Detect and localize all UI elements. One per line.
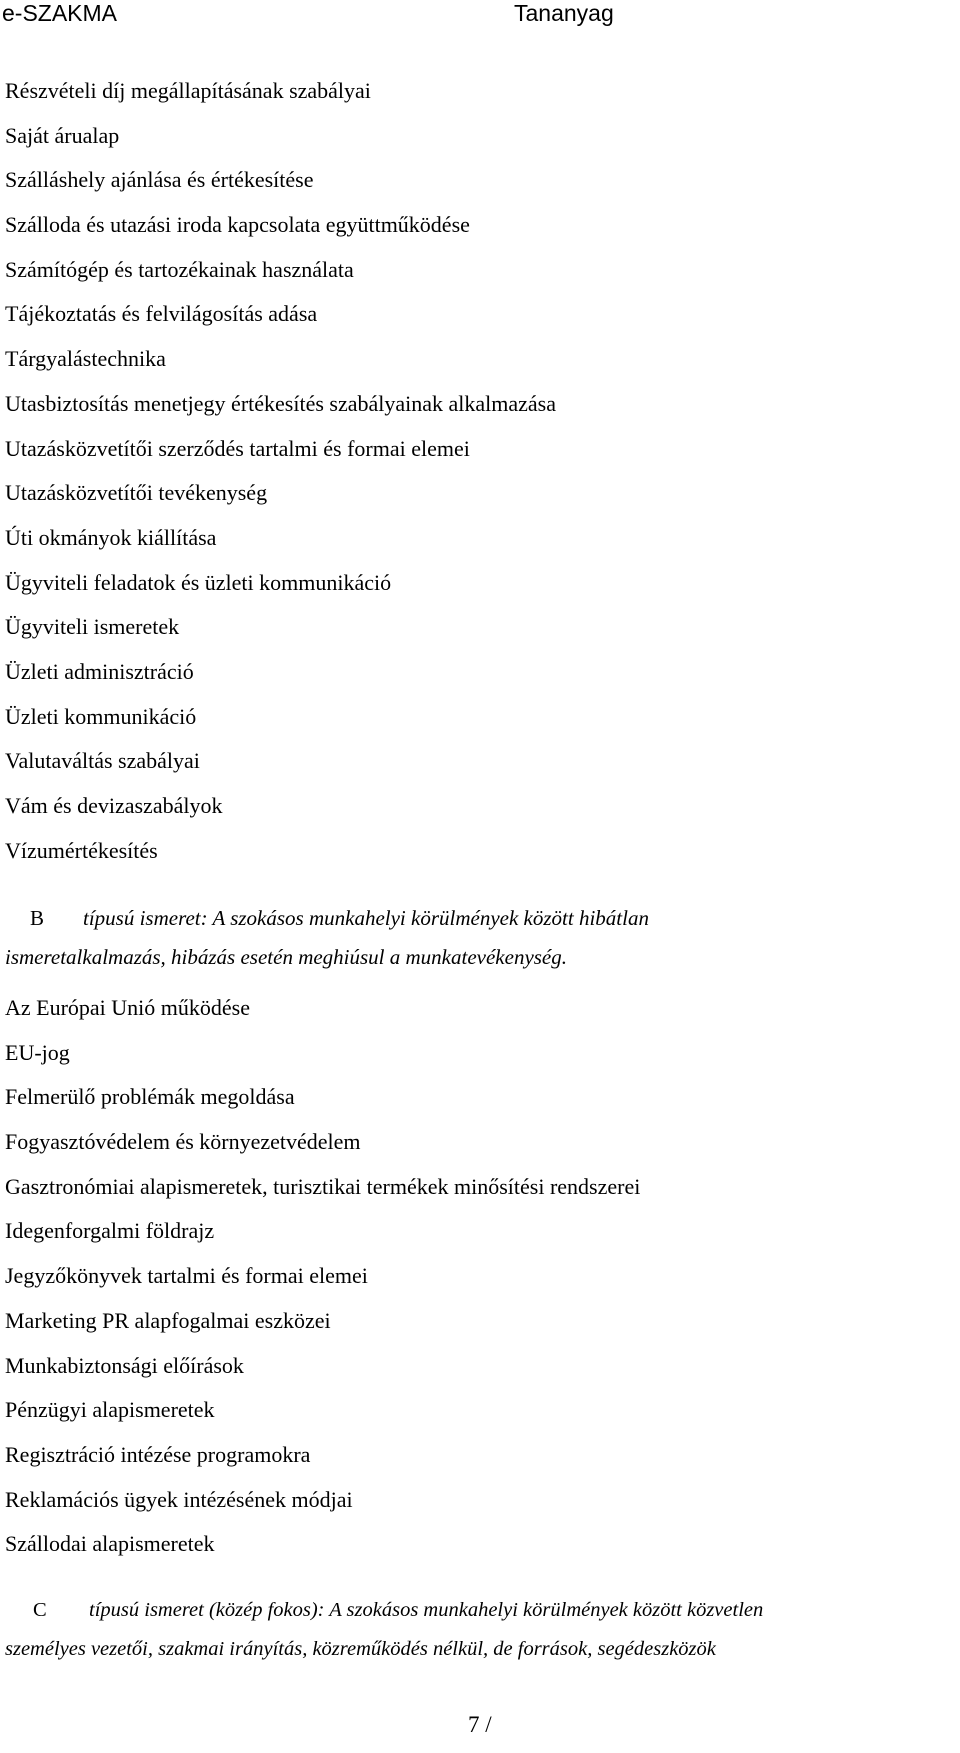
list-item: Munkabiztonsági előírások bbox=[5, 1352, 244, 1378]
list-item: Szállodai alapismeretek bbox=[5, 1531, 215, 1557]
list-item: Tájékoztatás és felvilágosítás adása bbox=[5, 301, 318, 327]
list-item: Részvételi díj megállapításának szabályai bbox=[5, 78, 371, 103]
list-item: Üzleti adminisztráció bbox=[5, 658, 194, 684]
para-b-line-2: ismeretalkalmazás, hibázás esetén meghiúsul a munkatevékenység. bbox=[5, 945, 568, 969]
knowledge-list-b bbox=[5, 986, 640, 1567]
list-item: Regisztráció intézése programokra bbox=[5, 1441, 311, 1467]
list-item: Szálloda és utazási iroda kapcsolata együttműködése bbox=[5, 212, 470, 238]
para-c-line-1 bbox=[5, 1591, 955, 1630]
list-item: Utazásközvetítői tevékenység bbox=[5, 480, 268, 506]
list-item: Fogyasztóvédelem és környezetvédelem bbox=[5, 1129, 361, 1155]
list-item: Valutaváltás szabályai bbox=[5, 748, 200, 774]
knowledge-type-letter: B bbox=[30, 906, 45, 930]
list-item: Marketing PR alapfogalmai eszközei bbox=[5, 1307, 331, 1333]
list-item: Szálláshely ajánlása és értékesítése bbox=[5, 167, 314, 193]
header-site-name: e-SZAKMA bbox=[2, 0, 118, 26]
knowledge-type-b-description bbox=[5, 899, 955, 977]
list-item: Reklamációs ügyek intézésének módjai bbox=[5, 1486, 353, 1512]
para-b-text-1: típusú ismeret: A szokásos munkahelyi körülmények között hibátlan bbox=[83, 906, 649, 930]
para-b-line-1 bbox=[5, 899, 955, 938]
list-item: Tárgyalástechnika bbox=[5, 346, 166, 372]
list-item: Ügyviteli feladatok és üzleti kommunikáció bbox=[5, 569, 392, 595]
list-item: Vízumértékesítés bbox=[5, 837, 158, 863]
page-header bbox=[0, 0, 960, 30]
para-c-line-2: személyes vezetői, szakmai irányítás, közreműködés nélkül, de források, segédeszközök bbox=[5, 1638, 716, 1660]
knowledge-type-c-description bbox=[5, 1591, 955, 1669]
list-item: Utazásközvetítői szerződés tartalmi és formai elemei bbox=[5, 435, 470, 461]
list-item: Pénzügyi alapismeretek bbox=[5, 1397, 215, 1423]
list-item: EU-jog bbox=[5, 1039, 70, 1065]
header-section-title: Tananyag bbox=[514, 0, 614, 26]
list-item: Ügyviteli ismeretek bbox=[5, 614, 180, 640]
list-item: Felmerülő problémák megoldása bbox=[5, 1084, 295, 1110]
list-item: Üzleti kommunikáció bbox=[5, 703, 197, 729]
page-number: 7 / bbox=[468, 1712, 492, 1737]
list-item: Az Európai Unió működése bbox=[5, 995, 250, 1020]
list-item: Utasbiztosítás menetjegy értékesítés szabályainak alkalmazása bbox=[5, 390, 556, 416]
list-item: Idegenforgalmi földrajz bbox=[5, 1218, 215, 1244]
list-item: Számítógép és tartozékainak használata bbox=[5, 256, 354, 282]
list-item: Gasztronómiai alapismeretek, turisztikai termékek minősítési rendszerei bbox=[5, 1173, 641, 1199]
list-item: Saját árualap bbox=[5, 122, 120, 148]
list-item: Vám és devizaszabályok bbox=[5, 793, 223, 818]
knowledge-list-a bbox=[5, 69, 556, 873]
para-c-text-1: típusú ismeret (közép fokos): A szokásos munkahelyi körülmények között közvetlen bbox=[89, 1599, 764, 1621]
list-item: Jegyzőkönyvek tartalmi és formai elemei bbox=[5, 1263, 368, 1289]
knowledge-type-letter: C bbox=[33, 1599, 47, 1621]
list-item: Úti okmányok kiállítása bbox=[5, 524, 217, 550]
